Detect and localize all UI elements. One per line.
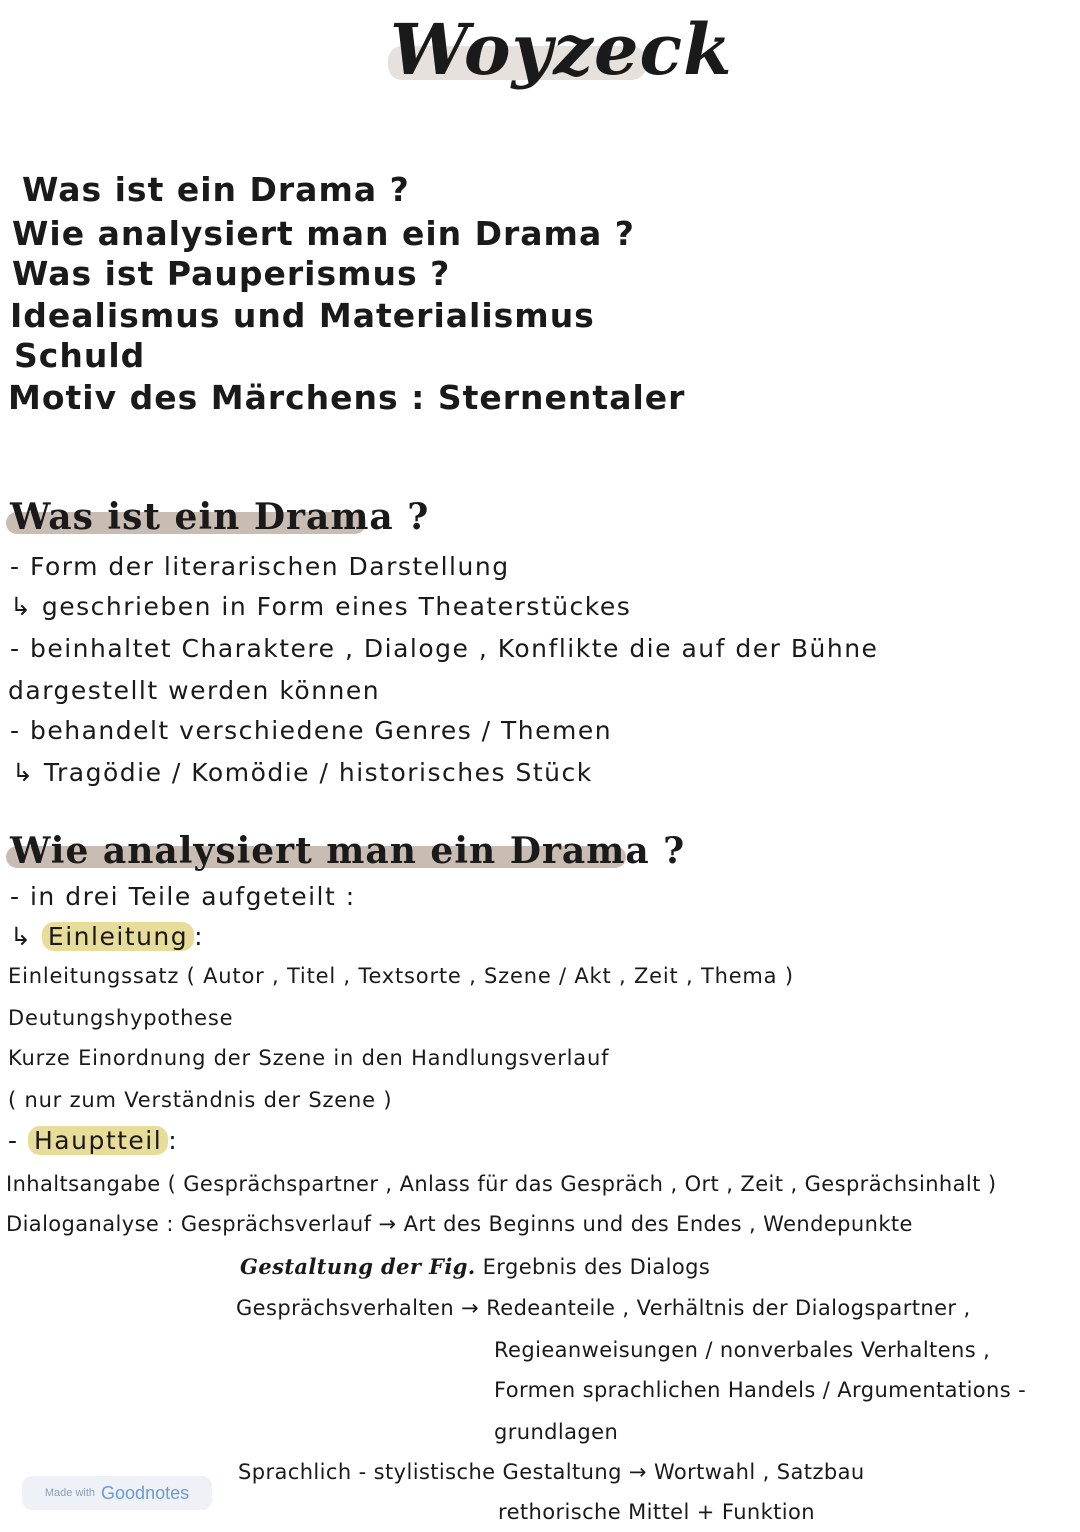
toc-item: Was ist ein Drama ? (22, 170, 410, 209)
note-line: Inhaltsangabe ( Gesprächspartner , Anlass für das Gespräch , Ort , Zeit , Gesprächsinhalt ) (6, 1172, 997, 1196)
dialog-item (240, 1254, 710, 1279)
note-line: ↳ geschrieben in Form eines Theaterstückes (10, 592, 632, 621)
toc-item: Wie analysiert man ein Drama ? (12, 214, 635, 253)
toc-item: Motiv des Märchens : Sternentaler (8, 378, 686, 417)
section-heading: Was ist ein Drama ? (10, 496, 430, 538)
note-line: Deutungshypothese (8, 1006, 234, 1030)
note-line: - beinhaltet Charaktere , Dialoge , Konflikte die auf der Bühne (10, 634, 879, 663)
dialog-item-label: Gesprächsverhalten (236, 1296, 455, 1320)
section-heading: Wie analysiert man ein Drama ? (10, 830, 686, 872)
badge-brand: Goodnotes (101, 1482, 190, 1503)
note-line: - in drei Teile aufgeteilt : (10, 882, 356, 911)
hauptteil-label: Hauptteil (28, 1126, 168, 1155)
note-line: Formen sprachlichen Handels / Argumentations - (494, 1378, 1027, 1402)
note-line: - Form der literarischen Darstellung (10, 552, 510, 581)
goodnotes-badge (22, 1476, 212, 1510)
dialog-item-label: Gestaltung der Fig. (240, 1254, 476, 1279)
note-line: Dialoganalyse : Gesprächsverlauf → Art des Beginns und des Endes , Wendepunkte (6, 1212, 913, 1236)
toc-item: Schuld (14, 336, 146, 375)
note-line: ↳ Tragödie / Komödie / historisches Stück (12, 758, 593, 787)
dash: - (8, 1126, 19, 1155)
sprache-line (238, 1460, 865, 1484)
toc-item: Idealismus und Materialismus (10, 296, 595, 335)
dialog-item-text: Ergebnis des Dialogs (482, 1255, 711, 1279)
note-line: rethorische Mittel + Funktion (498, 1500, 816, 1524)
colon: : (194, 922, 205, 951)
toc-item: Was ist Pauperismus ? (12, 254, 451, 293)
sprache-text: → Wortwahl , Satzbau (628, 1460, 865, 1484)
arrow-icon: ↳ (10, 922, 33, 951)
note-line: Kurze Einordnung der Szene in den Handlungsverlauf (8, 1046, 610, 1070)
einleitung-line (10, 922, 204, 951)
note-line: - behandelt verschiedene Genres / Themen (10, 716, 613, 745)
hauptteil-line (8, 1126, 178, 1155)
colon: : (168, 1126, 179, 1155)
sprache-label: Sprachlich - stylistische Gestaltung (238, 1460, 622, 1484)
dialog-item-text: → Redeanteile , Verhältnis der Dialogspartner , (461, 1296, 971, 1320)
note-line: dargestellt werden können (8, 676, 381, 705)
note-line: Regieanweisungen / nonverbales Verhaltens , (494, 1338, 991, 1362)
page-title: Woyzeck (390, 8, 733, 91)
badge-made-with: Made with (44, 1487, 96, 1499)
note-line: Einleitungssatz ( Autor , Titel , Textsorte , Szene / Akt , Zeit , Thema ) (8, 964, 794, 988)
dialog-item (236, 1296, 971, 1320)
note-line: ( nur zum Verständnis der Szene ) (8, 1088, 393, 1112)
note-line: grundlagen (494, 1420, 619, 1444)
einleitung-label: Einleitung (42, 922, 194, 951)
